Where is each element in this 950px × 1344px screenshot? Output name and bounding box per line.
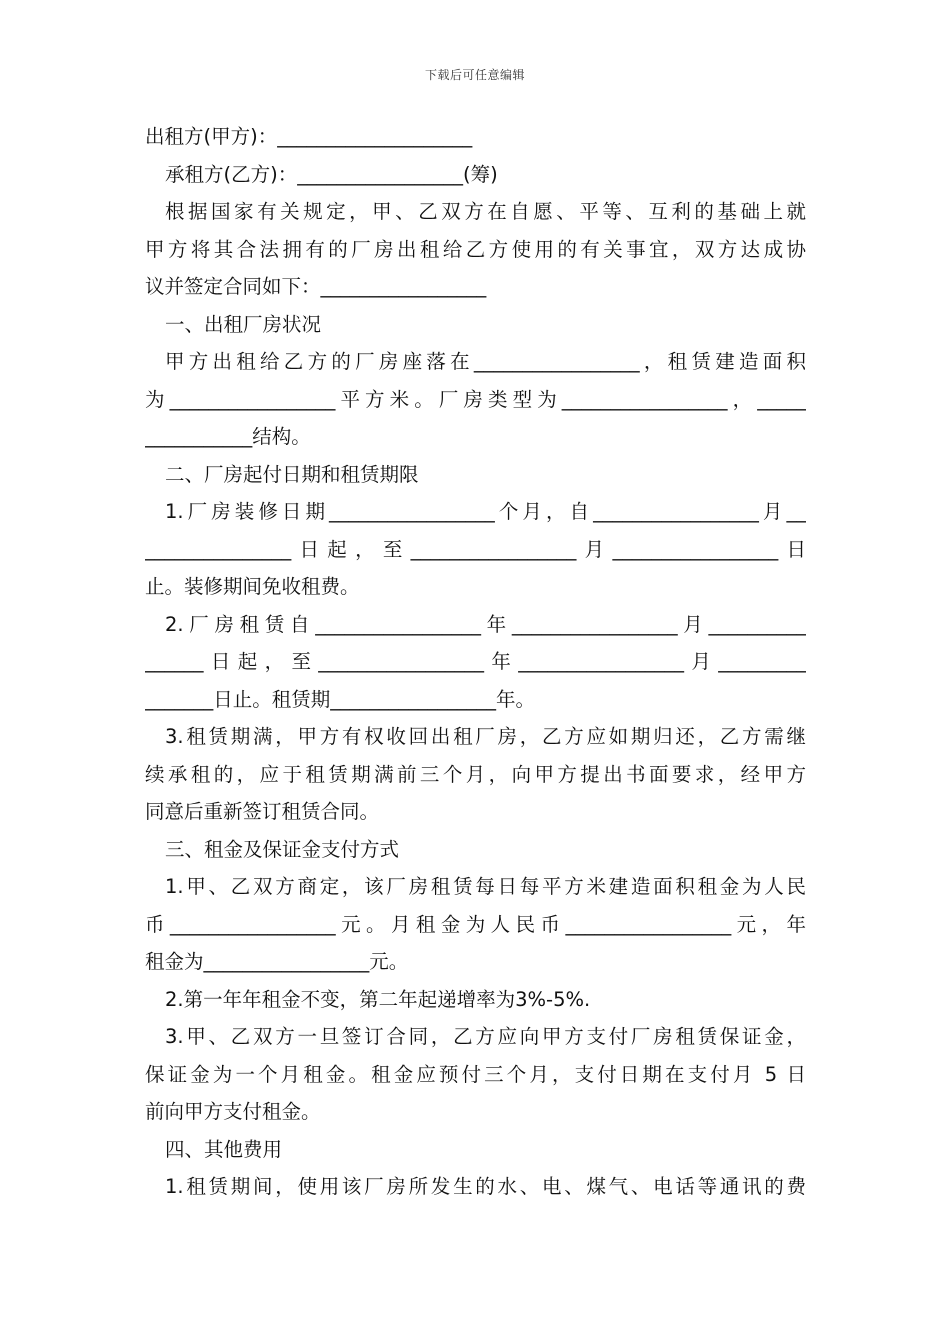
page-header: 下载后可任意编辑 — [424, 68, 525, 82]
text-line: 止。装修期间免收租费。 — [145, 575, 360, 598]
text-line: ______日起，至_________________年_________________月_________ — [145, 650, 806, 673]
text-line: 同意后重新签订租赁合同。 — [145, 800, 380, 823]
text-line: 续承租的，应于租赁期满前三个月，向甲方提出书面要求，经甲方 — [145, 762, 806, 786]
text-line: 3.甲、乙双方一旦签订合同，乙方应向甲方支付厂房租赁保证金， — [165, 1025, 806, 1048]
text-line: _______日止。租赁期_________________年。 — [145, 687, 536, 711]
contract-body — [145, 118, 806, 1206]
text-line: 3.租赁期满，甲方有权收回出租厂房，乙方应如期归还，乙方需继 — [165, 725, 806, 748]
text-line: 保证金为一个月租金。租金应预付三个月，支付日期在支付月 5 日 — [145, 1062, 806, 1086]
text-line: 甲方将其合法拥有的厂房出租给乙方使用的有关事宜，双方达成协 — [145, 237, 806, 261]
text-line: 甲方出租给乙方的厂房座落在_________________，租赁建造面积 — [165, 350, 806, 373]
text-line: 承租方(乙方)：_________________(筹) — [165, 162, 498, 186]
text-line: 1.厂房装修日期_________________个月，自_________________月__ — [165, 500, 806, 523]
text-line: ___________结构。 — [145, 425, 311, 448]
text-line: 2.厂房租赁自_________________年_________________月__________ — [165, 612, 806, 636]
text-line: 币_________________元。月租金为人民币_________________元，年 — [145, 912, 806, 936]
text-line: 1.甲、乙双方商定，该厂房租赁每日每平方米建造面积租金为人民 — [165, 875, 806, 898]
text-line: 租金为_________________元。 — [145, 950, 409, 973]
text-line: 出租方(甲方)：____________________ — [145, 125, 473, 148]
text-line: 2.第一年年租金不变，第二年起递增率为3%-5%. — [165, 987, 591, 1011]
text-line: 一、出租厂房状况 — [165, 312, 322, 336]
text-line: _______________日起，至_________________月_________________日 — [145, 537, 806, 561]
text-line: 二、厂房起付日期和租赁期限 — [165, 462, 419, 486]
text-line: 根据国家有关规定，甲、乙双方在自愿、平等、互利的基础上就 — [165, 200, 806, 223]
text-line: 三、租金及保证金支付方式 — [165, 837, 400, 861]
text-line: 前向甲方支付租金。 — [145, 1100, 321, 1123]
text-line: 为_________________平方米。厂房类型为_________________，_____ — [145, 387, 806, 411]
text-line: 四、其他费用 — [165, 1137, 283, 1161]
text-line: 1.租赁期间，使用该厂房所发生的水、电、煤气、电话等通讯的费 — [165, 1175, 806, 1198]
text-line: 议并签定合同如下：_________________ — [145, 275, 487, 298]
